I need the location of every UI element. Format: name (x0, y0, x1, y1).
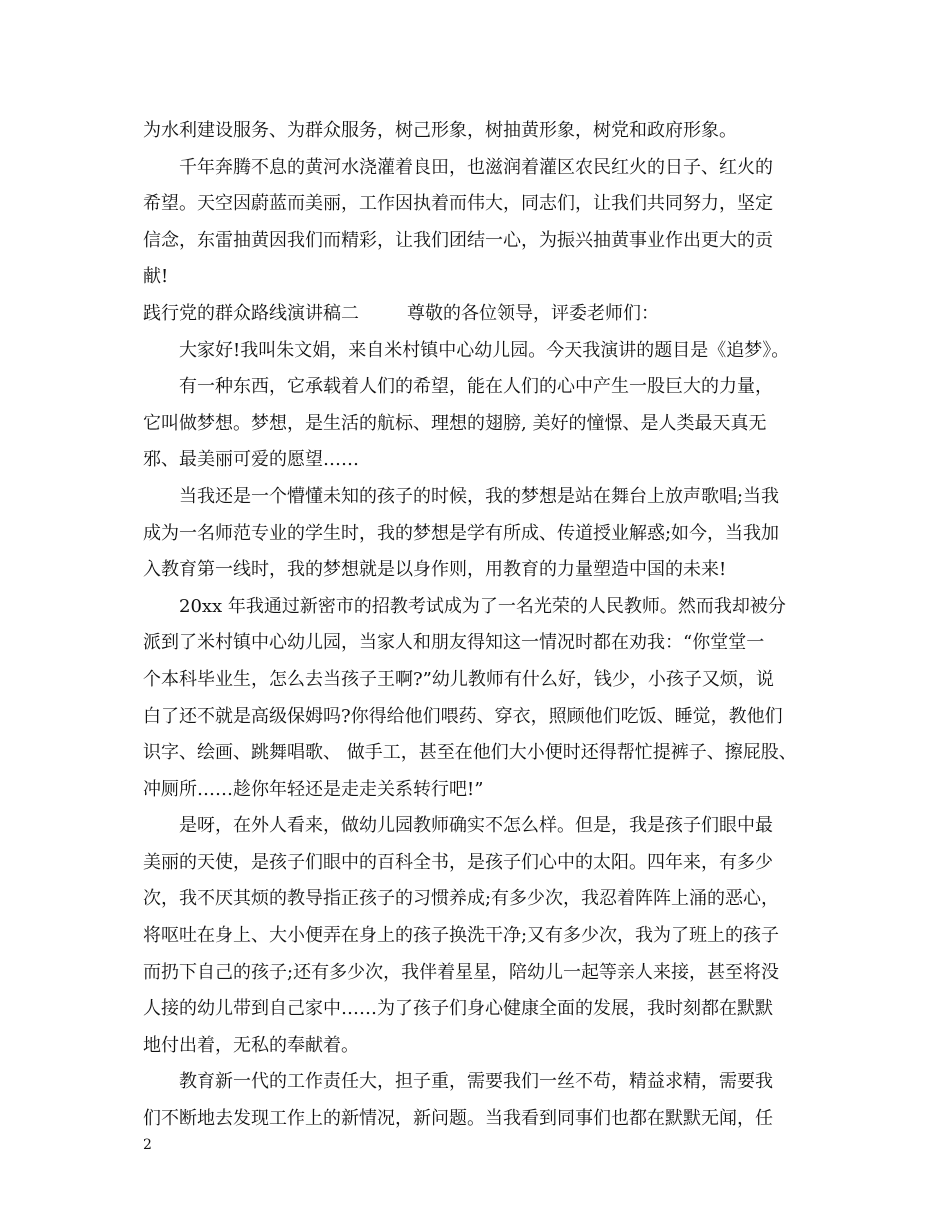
paragraph-line: 为水利建设服务、为群众服务，树己形象，树抽黄形象，树党和政府形象。 (143, 120, 737, 141)
paragraph-line: 冲厕所……趁你年轻还是走走关系转行吧!” (143, 778, 484, 800)
speech-salutation: 尊敬的各位领导，评委老师们： (407, 302, 659, 324)
paragraph-line: 当我还是一个懵懂未知的孩子的时候，我的梦想是站在舞台上放声歌唱;当我 (179, 485, 780, 507)
paragraph-line: 派到了米村镇中心幼儿园，当家人和朋友得知这一情况时都在劝我：“你堂堂一 (143, 632, 765, 654)
paragraph-line: 将呕吐在身上、大小便弄在身上的孩子换洗干净;又有多少次，我为了班上的孩子 (143, 925, 780, 947)
paragraph-line: 而扔下自己的孩子;还有多少次，我伴着星星，陪幼儿一起等亲人来接，甚至将没 (143, 961, 780, 983)
paragraph-line: 有一种东西，它承载着人们的希望，能在人们的心中产生一股巨大的力量， (179, 376, 773, 398)
paragraph-line: 识字、绘画、跳舞唱歌、 做手工，甚至在他们大小便时还得帮忙提裤子、擦屁股、 (143, 742, 797, 764)
paragraph-line: 入教育第一线时，我的梦想就是以身作则，用教育的力量塑造中国的未来! (143, 559, 727, 581)
paragraph-line: 千年奔腾不息的黄河水浇灌着良田，也滋润着灌区农民红火的日子、红火的 (179, 156, 773, 178)
paragraph-line: 希望。天空因蔚蓝而美丽，工作因执着而伟大，同志们，让我们共同努力，坚定 (143, 193, 773, 215)
document-body (143, 113, 823, 1138)
speech-title: 践行党的群众路线演讲稿二 (143, 302, 359, 324)
paragraph-line: 20xx 年我通过新密市的招教考试成为了一名光荣的人民教师。然而我却被分 (179, 595, 786, 617)
speech-heading (143, 296, 823, 333)
paragraph-line: 地付出着，无私的奉献着。 (143, 1034, 359, 1056)
paragraph-line: 人接的幼儿带到自己家中……为了孩子们身心健康全面的发展，我时刻都在默默 (143, 998, 773, 1020)
paragraph-line: 它叫做梦想。梦想，是生活的航标、理想的翅膀, 美好的憧憬、是人类最天真无 (143, 412, 767, 434)
paragraph-line: 邪、最美丽可爱的愿望…… (143, 449, 359, 471)
paragraph-line: 是呀，在外人看来，做幼儿园教师确实不怎么样。但是，我是孩子们眼中最 (179, 815, 773, 837)
paragraph-line: 献! (143, 266, 169, 288)
paragraph-line: 成为一名师范专业的学生时，我的梦想是学有所成、传道授业解惑;如今，当我加 (143, 522, 780, 544)
paragraph-line: 白了还不就是高级保姆吗?你得给他们喂药、穿衣，照顾他们吃饭、睡觉，教他们 (143, 705, 783, 727)
paragraph-line: 次，我不厌其烦的教导指正孩子的习惯养成;有多少次，我忍着阵阵上涌的恶心， (143, 888, 780, 910)
paragraph-line: 美丽的天使，是孩子们眼中的百科全书，是孩子们心中的太阳。四年来，有多少 (143, 851, 773, 873)
paragraph-line: 大家好!我叫朱文娟，来自米村镇中心幼儿园。今天我演讲的题目是《追梦》。 (179, 339, 790, 361)
page-number: 2 (143, 1137, 152, 1153)
paragraph-line: 信念，东雷抽黄因我们而精彩，让我们团结一心，为振兴抽黄事业作出更大的贡 (143, 229, 773, 251)
paragraph-line: 们不断地去发现工作上的新情况，新问题。当我看到同事们也都在默默无闻，任 (143, 1108, 773, 1130)
paragraph-line: 教育新一代的工作责任大，担子重，需要我们一丝不苟，精益求精，需要我 (179, 1071, 773, 1093)
paragraph-line: 个本科毕业生，怎么去当孩子王啊?”幼儿教师有什么好，钱少，小孩子又烦，说 (143, 668, 774, 690)
